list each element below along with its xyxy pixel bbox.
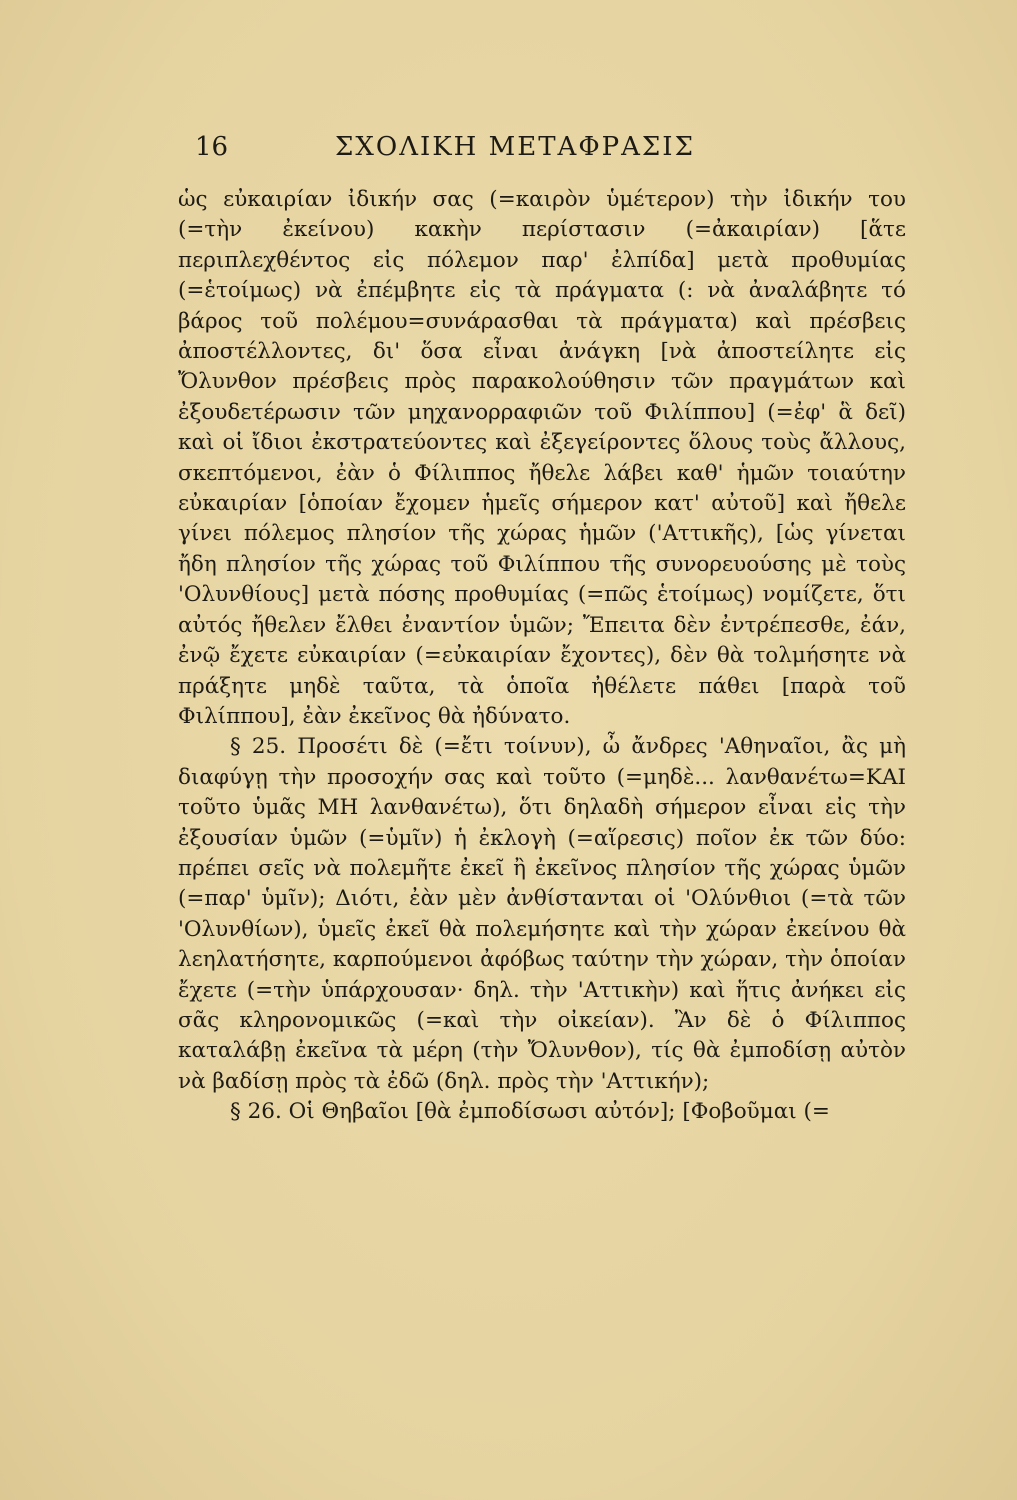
paragraph-section-25: § 25. Προσέτι δὲ (=ἔτι τοίνυν), ὦ ἄνδρες 'Αθηναῖοι, ἂς μὴ διαφύγῃ τὴν προσοχήν σας καὶ τοῦτο (=μηδὲ... λανθανέτω=ΚΑΙ τοῦτο ὑμᾶς ΜΗ λανθανέτω), ὅτι δηλαδὴ σήμερον εἶναι εἰς τὴν ἐξουσίαν ὑμῶν (=ὑμῖν) ἡ ἐκλογὴ (=αἵρεσις) ποῖον ἐκ τῶν δύο: πρέπει σεῖς νὰ πολεμῆτε ἐκεῖ ἢ ἐκεῖνος πλησίον τῆς χώρας ὑμῶν (=παρ' ὑμῖν); Διότι, ἐὰν μὲν ἀνθίστανται οἱ 'Ολύνθιοι (=τὰ τῶν 'Ολυνθίων), ὑμεῖς ἐκεῖ θὰ πολεμήσητε καὶ τὴν χώραν ἐκείνου θὰ λεηλατήσητε, καρπούμενοι ἀφόβως ταύτην τὴν χώραν, τὴν ὁποίαν ἔχετε (=τὴν ὑπάρχουσαν· δηλ. τὴν 'Αττικὴν) καὶ ἥτις ἀνήκει εἰς σᾶς κληρονομικῶς (=καὶ τὴν οἰκείαν). Ἂν δὲ ὁ Φίλιππος καταλάβῃ ἐκεῖνα τὰ μέρη (τὴν Ὄλυνθον), τίς θὰ ἐμποδίσῃ αὐτὸν νὰ βαδίσῃ πρὸς τὰ ἐδῶ (δηλ. πρὸς τὴν 'Αττικήν);	[178, 734, 906, 1094]
paragraph-section-26: § 26. Οἱ Θηβαῖοι [θὰ ἐμποδίσωσι αὐτόν]; [Φοβοῦμαι (=	[230, 1099, 830, 1125]
paragraph-continuation: ὡς εὐκαιρίαν ἰδικήν σας (=καιρὸν ὑμέτερον) τὴν ἰδικήν του (=τὴν ἐκείνου) κακὴν περίστασιν (=ἀκαιρίαν) [ἅτε περιπλεχθέντος εἰς πόλεμον παρ' ἐλπίδα] μετὰ προθυμίας (=ἑτοίμως) νὰ ἐπέμβητε εἰς τὰ πράγματα (: νὰ ἀναλάβητε τό βάρος τοῦ πολέμου=συνάρασθαι τὰ πράγματα) καὶ πρέσβεις ἀποστέλλοντες, δι' ὅσα εἶναι ἀνάγκη [νὰ ἀποστείλητε εἰς Ὄλυνθον πρέσβεις πρὸς παρακολούθησιν τῶν πραγμάτων καὶ ἐξουδετέρωσιν τῶν μηχανορραφιῶν τοῦ Φιλίππου] (=ἐφ' ἃ δεῖ) καὶ οἱ ἴδιοι ἐκστρατεύοντες καὶ ἐξεγείροντες ὅλους τοὺς ἄλλους, σκεπτόμενοι, ἐὰν ὁ Φίλιππος ἤθελε λάβει καθ' ἡμῶν τοιαύτην εὐκαιρίαν [ὁποίαν ἔχομεν ἡμεῖς σήμερον κατ' αὐτοῦ] καὶ ἤθελε γίνει πόλεμος πλησίον τῆς χώρας ἡμῶν ('Αττικῆς), [ὡς γίνεται ἤδη πλησίον τῆς χώρας τοῦ Φιλίππου τῆς συνορευούσης μὲ τοὺς 'Ολυνθίους] μετὰ πόσης προθυμίας (=πῶς ἑτοίμως) νομίζετε, ὅτι αὐτός ἤθελεν ἔλθει ἐναντίον ὑμῶν; Ἔπειτα δὲν ἐντρέπεσθε, ἐάν, ἐνῷ ἔχετε εὐκαιρίαν (=εὐκαιρίαν ἔχοντες), δὲν θὰ τολμήσητε νὰ πράξητε μηδὲ ταῦτα, τὰ ὁποῖα ἠθέλετε πάθει [παρὰ τοῦ Φιλίππου], ἐὰν ἐκεῖνος θὰ ἠδύνατο.	[178, 187, 906, 729]
page-header	[195, 132, 915, 172]
running-title: ΣΧΟΛΙΚΗ ΜΕΤΑΦΡΑΣΙΣ	[335, 132, 695, 162]
body-text	[178, 185, 906, 1128]
page-number: 16	[195, 132, 229, 162]
